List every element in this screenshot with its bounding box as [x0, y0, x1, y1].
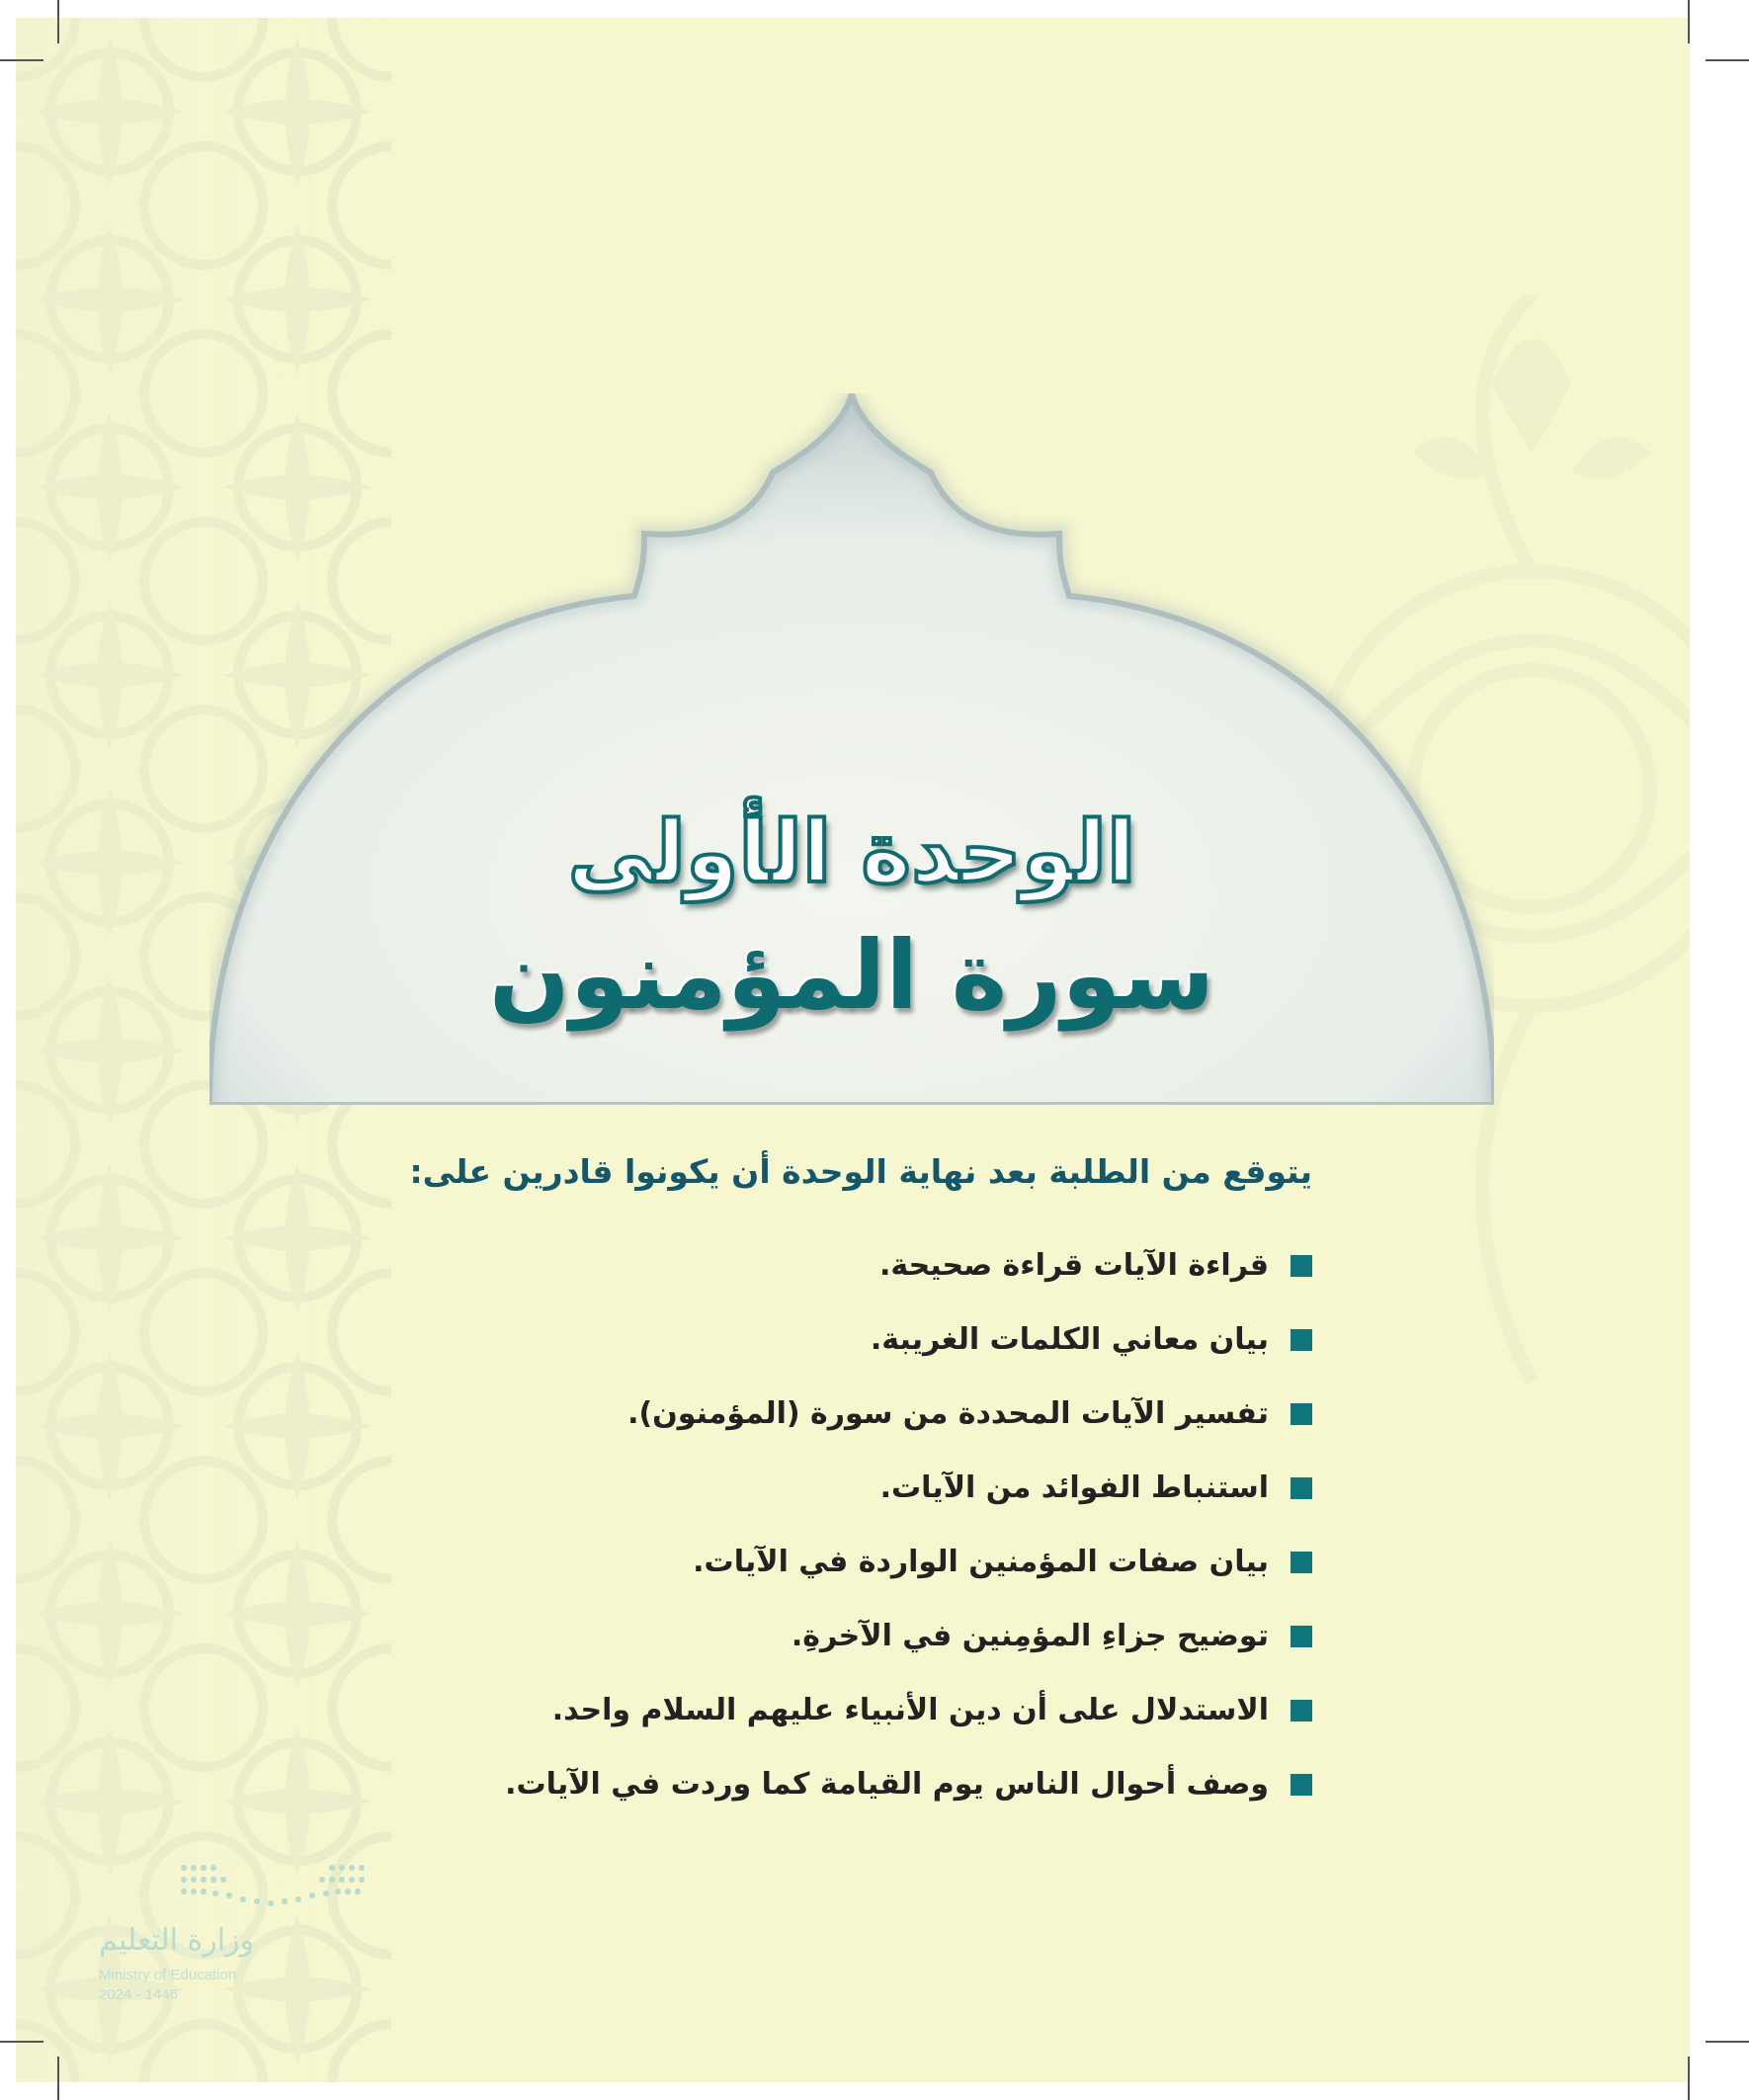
- crop-mark: [1688, 0, 1690, 43]
- list-item: [324, 1673, 1312, 1747]
- bullet-square-icon: [1291, 1700, 1312, 1722]
- objective-text: قراءة الآيات قراءة صحيحة.: [879, 1248, 1269, 1283]
- objective-text: وصف أحوال الناس يوم القيامة كما وردت في الآيات.: [505, 1767, 1269, 1802]
- ministry-year: 2024 - 1446: [99, 1986, 179, 2003]
- title-block: [308, 794, 1395, 1039]
- bullet-square-icon: [1291, 1477, 1312, 1499]
- bullet-square-icon: [1291, 1329, 1312, 1351]
- list-item: [324, 1599, 1312, 1673]
- list-item: [324, 1377, 1312, 1451]
- objective-text: استنباط الفوائد من الآيات.: [879, 1470, 1269, 1505]
- page: [16, 18, 1690, 2082]
- ministry-name-ar: وزارة التعليم: [99, 1923, 255, 1958]
- objectives-intro: يتوقع من الطلبة بعد نهاية الوحدة أن يكونوا قادرين على:: [409, 1152, 1312, 1191]
- crop-mark: [1706, 2041, 1749, 2043]
- bullet-square-icon: [1291, 1626, 1312, 1647]
- unit-title: الوحدة الأولى: [567, 803, 1136, 902]
- crop-mark: [0, 2041, 43, 2043]
- list-item: [324, 1525, 1312, 1599]
- crop-mark: [57, 2057, 59, 2100]
- crop-mark: [1688, 2057, 1690, 2100]
- list-item: [324, 1747, 1312, 1821]
- list-item: [324, 1302, 1312, 1377]
- ministry-name-en: Ministry of Education: [99, 1967, 237, 1983]
- objectives-list: [324, 1228, 1312, 1821]
- crop-mark: [57, 0, 59, 43]
- crop-mark: [1706, 59, 1749, 61]
- objective-text: بيان صفات المؤمنين الواردة في الآيات.: [693, 1545, 1269, 1579]
- objective-text: الاستدلال على أن دين الأنبياء عليهم السلام واحد.: [551, 1693, 1269, 1727]
- list-item: [324, 1228, 1312, 1302]
- objectives-section: [324, 1152, 1312, 1821]
- bullet-square-icon: [1291, 1774, 1312, 1796]
- objective-text: تفسير الآيات المحددة من سورة (المؤمنون).: [627, 1396, 1269, 1431]
- list-item: [324, 1451, 1312, 1525]
- bullet-square-icon: [1291, 1552, 1312, 1573]
- crop-mark: [0, 59, 43, 61]
- bullet-square-icon: [1291, 1255, 1312, 1277]
- surah-title: سورة المؤمنون: [488, 920, 1215, 1031]
- objective-text: توضيح جزاءِ المؤمِنين في الآخرةِ.: [791, 1619, 1269, 1653]
- objective-text: بيان معاني الكلمات الغريبة.: [870, 1322, 1269, 1357]
- bullet-square-icon: [1291, 1403, 1312, 1425]
- ministry-logo-icon: [174, 1858, 372, 1917]
